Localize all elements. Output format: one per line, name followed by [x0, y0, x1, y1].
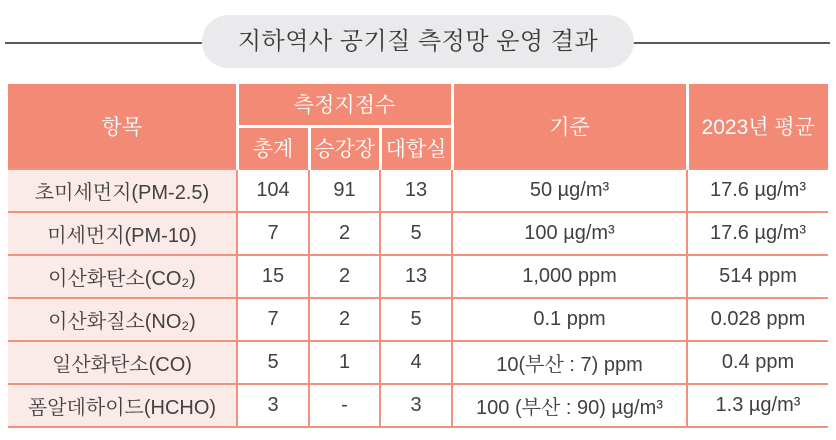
table-header [8, 84, 828, 169]
cell-avg: 17.6 µg/m³ [687, 212, 828, 255]
cell-standard: 100 µg/m³ [452, 212, 687, 255]
cell-waiting: 13 [380, 255, 452, 298]
cell-avg: 1.3 µg/m³ [687, 384, 828, 427]
cell-total: 3 [237, 384, 309, 427]
cell-avg: 0.028 ppm [687, 298, 828, 341]
cell-waiting: 5 [380, 298, 452, 341]
page-title: 지하역사 공기질 측정망 운영 결과 [202, 15, 634, 68]
cell-item: 이산화탄소(CO₂) [8, 255, 237, 298]
cell-standard: 10(부산 : 7) ppm [452, 341, 687, 384]
cell-item: 이산화질소(NO₂) [8, 298, 237, 341]
cell-standard: 50 µg/m³ [452, 169, 687, 212]
col-header-waiting-room: 대합실 [380, 126, 452, 169]
col-header-avg-2023: 2023년 평균 [687, 84, 828, 169]
table-row [8, 255, 828, 298]
cell-platform: 2 [309, 212, 380, 255]
cell-platform: 1 [309, 341, 380, 384]
table-row [8, 341, 828, 384]
air-quality-table [8, 84, 828, 428]
table-row [8, 298, 828, 341]
cell-platform: - [309, 384, 380, 427]
table-row [8, 169, 828, 212]
table-body [8, 169, 828, 427]
col-header-total: 총계 [237, 126, 309, 169]
cell-item: 초미세먼지(PM-2.5) [8, 169, 237, 212]
cell-platform: 2 [309, 255, 380, 298]
cell-item: 폼알데하이드(HCHO) [8, 384, 237, 427]
cell-waiting: 5 [380, 212, 452, 255]
cell-waiting: 3 [380, 384, 452, 427]
cell-platform: 2 [309, 298, 380, 341]
cell-total: 7 [237, 298, 309, 341]
cell-total: 15 [237, 255, 309, 298]
cell-total: 7 [237, 212, 309, 255]
cell-standard: 1,000 ppm [452, 255, 687, 298]
col-header-item: 항목 [8, 84, 237, 169]
cell-total: 104 [237, 169, 309, 212]
cell-avg: 514 ppm [687, 255, 828, 298]
cell-avg: 17.6 µg/m³ [687, 169, 828, 212]
cell-platform: 91 [309, 169, 380, 212]
col-header-points-group: 측정지점수 [237, 84, 452, 126]
cell-avg: 0.4 ppm [687, 341, 828, 384]
cell-standard: 0.1 ppm [452, 298, 687, 341]
col-header-standard: 기준 [452, 84, 687, 169]
table-row [8, 384, 828, 427]
cell-waiting: 4 [380, 341, 452, 384]
col-header-platform: 승강장 [309, 126, 380, 169]
cell-item: 일산화탄소(CO) [8, 341, 237, 384]
cell-total: 5 [237, 341, 309, 384]
cell-standard: 100 (부산 : 90) µg/m³ [452, 384, 687, 427]
table-row [8, 212, 828, 255]
cell-item: 미세먼지(PM-10) [8, 212, 237, 255]
cell-waiting: 13 [380, 169, 452, 212]
title-banner [0, 0, 836, 84]
